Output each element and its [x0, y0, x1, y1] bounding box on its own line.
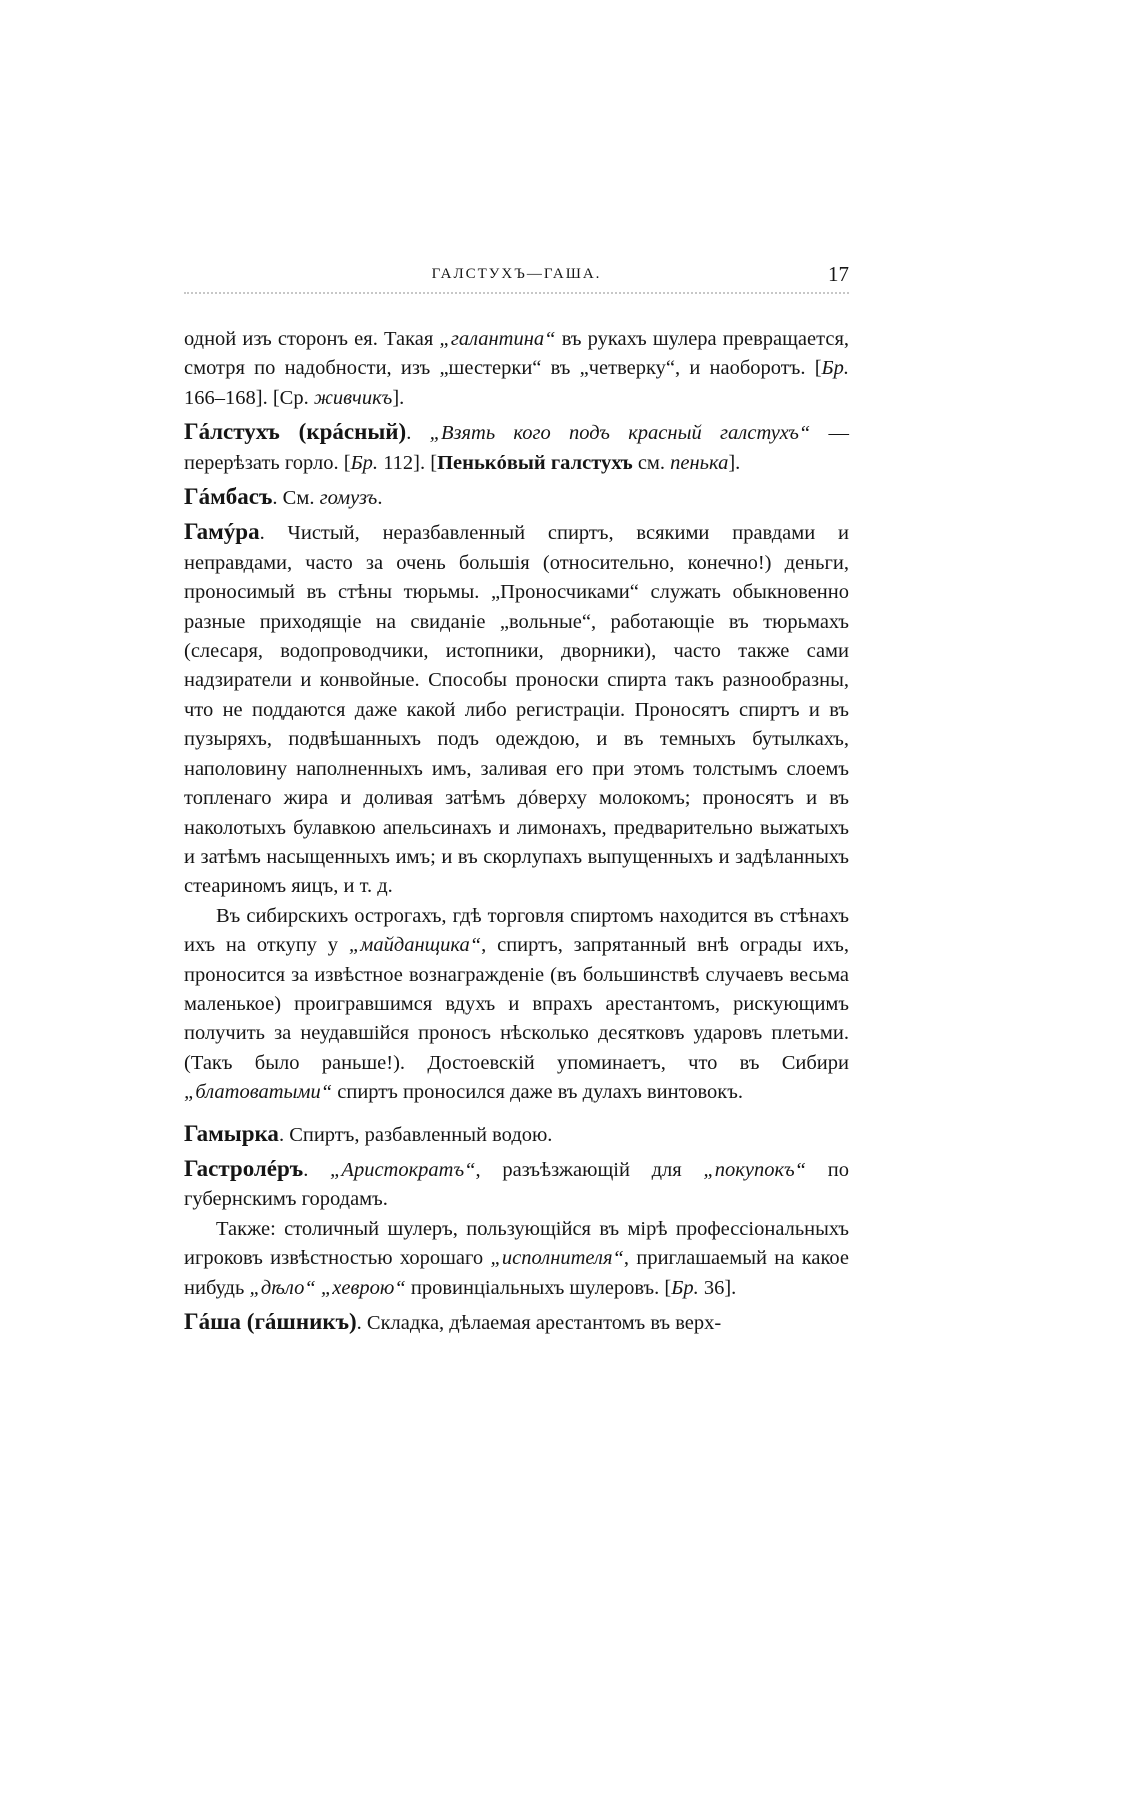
- entry-gamyrka: [184, 1119, 849, 1150]
- bold-text: Пенькóвый галстухъ: [437, 451, 633, 474]
- text-run: ].: [392, 386, 405, 409]
- running-head: [184, 262, 849, 288]
- italic-text: „Взять кого подъ красный галстухъ“: [429, 422, 811, 445]
- italic-text: „исполнителя“: [490, 1247, 624, 1270]
- italic-text: Бр.: [671, 1276, 699, 1299]
- text-run: , приглашаемый на какое нибудь: [184, 1247, 849, 1299]
- running-title: ГАЛСТУХЪ—ГАША.: [431, 266, 602, 282]
- text-run: 112]. [: [378, 451, 438, 474]
- italic-text: „покупокъ“: [703, 1158, 807, 1181]
- text-run: спиртъ проносился даже въ дулахъ винтовокъ.: [332, 1081, 743, 1104]
- text-run: , спиртъ, запрятанный внѣ ограды ихъ, проносится за извѣстное вознагражденіе (въ большинствѣ случаевъ весьма маленькое) проигравшимся вдухъ и впрахъ арестантомъ, рискующимъ получить за неудавшійся проносъ нѣсколько десятковъ ударовъ плетьми. (Такъ было раньше!). Достоевскій упоминаетъ, что въ Сибири: [184, 934, 849, 1074]
- headword: Гастролéръ: [184, 1155, 304, 1181]
- headword: Гáмбасъ: [184, 484, 273, 510]
- text-run: въ рукахъ шулера превращается, смотря по надобности, изъ „шестерки“ въ „четверку“, и наоборотъ. [: [184, 328, 849, 380]
- text-run: .: [377, 487, 383, 510]
- entry-galstukh: [184, 417, 849, 478]
- text-run: одной изъ сторонъ ея. Такая: [184, 328, 440, 350]
- entry-gamura-paragraph-2: [184, 902, 849, 1108]
- text-run: — перерѣзать горло. [: [184, 422, 850, 474]
- text-run: . Спиртъ, разбавленный водою.: [278, 1123, 553, 1146]
- italic-text: гомузъ: [319, 487, 378, 510]
- text-run: Также: столичный шулеръ, пользующійся въ мірѣ профессіональныхъ игроковъ извѣстностью хорошаго: [184, 1217, 849, 1270]
- text-run: . См.: [272, 487, 320, 510]
- italic-text: пенька: [670, 451, 729, 474]
- entry-continuation: [184, 325, 849, 413]
- headword: Гáша (гáшникъ): [184, 1309, 357, 1334]
- entry-gamura: [184, 517, 849, 901]
- page-number: 17: [828, 262, 849, 286]
- italic-text: Бр.: [821, 357, 849, 380]
- body-text: [184, 325, 849, 1338]
- entry-gastroler-paragraph-2: [184, 1215, 849, 1303]
- text-run: , разъѣзжающій для: [475, 1158, 704, 1181]
- text-run: .: [406, 422, 430, 445]
- text-run: . Складка, дѣлаемая арестантомъ въ верх-: [356, 1312, 722, 1334]
- headword: Гáлстухъ (крáсный): [184, 419, 407, 445]
- entry-gasha: [184, 1307, 849, 1338]
- text-run: по губернскимъ городамъ.: [184, 1158, 849, 1211]
- text-run: провинціальныхъ шулеровъ. [: [405, 1276, 672, 1299]
- text-run: ].: [728, 451, 741, 474]
- italic-text: „хеврою“: [320, 1276, 406, 1299]
- italic-text: живчикъ: [313, 386, 393, 409]
- italic-text: „блатоватыми“: [184, 1081, 333, 1104]
- header-rule: [184, 292, 849, 295]
- entry-gastroler: [184, 1154, 849, 1215]
- headword: Гамырка: [184, 1120, 279, 1146]
- italic-text: „галантина“: [439, 328, 556, 350]
- italic-text: „Аристократъ“: [330, 1158, 476, 1181]
- entry-gambas: [184, 482, 849, 513]
- italic-text: „майданщика“: [348, 934, 482, 957]
- text-run: .: [303, 1158, 331, 1181]
- text-run: . Чистый, неразбавленный спиртъ, всякими правдами и неправдами, часто за очень большія (относительно, конечно!) деньги, проносимый въ стѣны тюрьмы. „Проносчиками“ служать обыкновенно разные приходящіе на свиданіе „вольные“, работающіе въ тюрьмахъ (слесаря, водопроводчики, истопники, дворники), часто также сами надзиратели и конвойные. Способы проноски спирта такъ разнообразны, что не поддаются даже какой либо регистраціи. Проносятъ спиртъ и въ пузыряхъ, подвѣшанныхъ подъ одеждою, и въ темныхъ бутылкахъ, наполовину наполненныхъ имъ, заливая его при этомъ толстымъ слоемъ топленаго жира и доливая затѣмъ дóверху молокомъ; проносятъ и въ наколотыхъ булавкою апельсинахъ и лимонахъ, предварительно выжатыхъ и затѣмъ насыщенныхъ имъ; и въ скорлупахъ выпущенныхъ и задѣланныхъ стеариномъ яицъ, и т. д.: [184, 522, 849, 898]
- text-run: 166–168]. [Ср.: [184, 386, 314, 409]
- italic-text: Бр.: [350, 451, 379, 474]
- italic-text: „дѣло“: [249, 1276, 316, 1299]
- text-run: см.: [632, 451, 671, 474]
- dictionary-page: [184, 262, 849, 1338]
- headword: Гамýра: [184, 519, 260, 545]
- text-run: Въ сибирскихъ острогахъ, гдѣ торговля спиртомъ находится въ стѣнахъ ихъ на откупу у: [184, 904, 849, 957]
- text-run: 36].: [698, 1276, 737, 1299]
